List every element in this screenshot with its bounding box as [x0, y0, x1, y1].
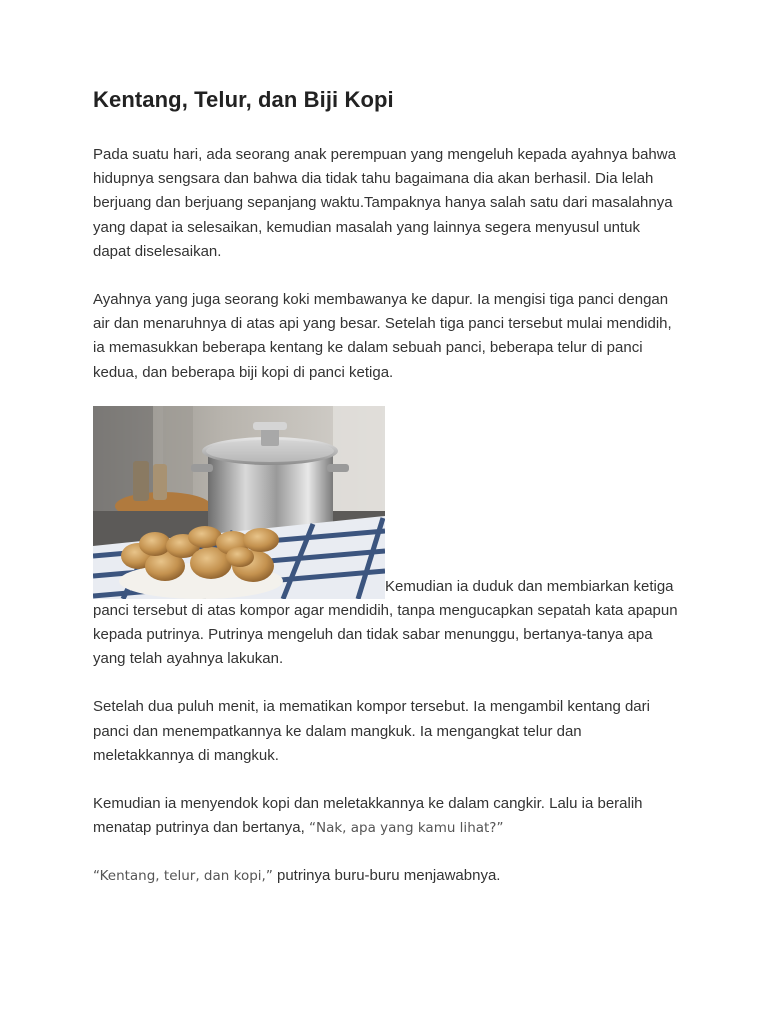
paragraph-6-text: putrinya buru-buru menjawabnya.: [277, 867, 501, 885]
article-title: Kentang, Telur, dan Biji Kopi: [93, 87, 394, 112]
paragraph-3-with-figure: [93, 406, 678, 672]
pot-and-potatoes-photo: [93, 406, 385, 599]
paragraph-5-quote: “Nak, apa yang kamu lihat?”: [308, 820, 504, 837]
paragraph-6: [93, 864, 678, 888]
paragraph-4: Setelah dua puluh menit, ia mematikan kompor tersebut. Ia mengambil kentang dari panci dan menempatkannya ke dalam mangkuk. Ia mengangkat telur dan meletakkannya di mangkuk.: [93, 698, 650, 764]
paragraph-5: [93, 792, 678, 840]
paragraph-1: Pada suatu hari, ada seorang anak perempuan yang mengeluh kepada ayahnya bahwa hidupnya sengsara dan bahwa dia tidak tahu bagaimana dia akan berhasil. Dia lelah berjuang dan berjuang sepanjang waktu.Tampaknya hanya salah satu dari masalahnya yang dapat ia selesaikan, kemudian masalah yang lainnya segera menyusul untuk dapat diselesaikan.: [93, 146, 676, 260]
paragraph-6-quote: “Kentang, telur, dan kopi,”: [93, 868, 273, 885]
paragraph-5-text: Kemudian ia menyendok kopi dan meletakkannya ke dalam cangkir. Lalu ia beralih menatap putrinya dan bertanya,: [93, 795, 643, 837]
paragraph-3-text: Kemudian ia duduk dan membiarkan ketiga panci tersebut di atas kompor agar mendidih, tanpa mengucapkan sepatah kata apapun kepada putrinya. Putrinya mengeluh dan tidak sabar menunggu, bertanya-tanya apa yang telah ayahnya lakukan.: [93, 577, 678, 668]
paragraph-2: Ayahnya yang juga seorang koki membawanya ke dapur. Ia mengisi tiga panci dengan air dan menaruhnya di atas api yang besar. Setelah tiga panci tersebut mulai mendidih, ia memasukkan beberapa kentang ke dalam sebuah panci, beberapa telur di panci kedua, dan beberapa biji kopi di panci ketiga.: [93, 291, 672, 381]
document-page: [93, 84, 678, 889]
